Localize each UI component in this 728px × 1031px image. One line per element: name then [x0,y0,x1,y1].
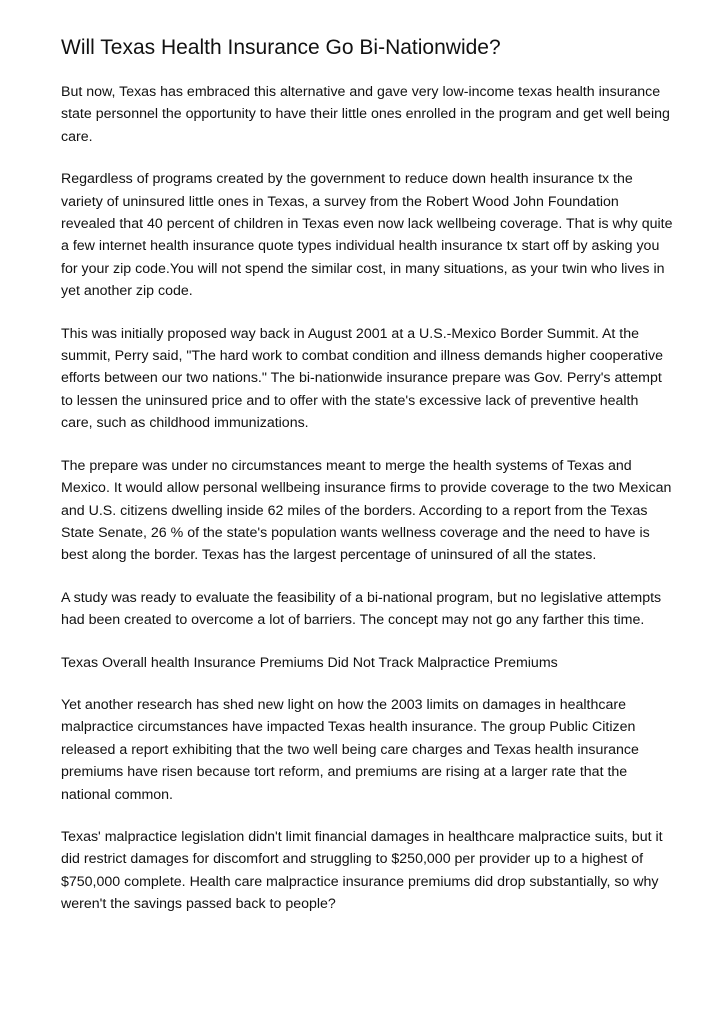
section-subheading: Texas Overall health Insurance Premiums Did Not Track Malpractice Premiums [61,654,558,671]
document-page [61,34,673,936]
paragraph-5: A study was ready to evaluate the feasibility of a bi-national program, but no legislative attempts had been created to overcome a lot of barriers. The concept may not go any farther this time. [61,589,662,629]
document-title: Will Texas Health Insurance Go Bi-Nationwide? [61,36,501,59]
paragraph-4: The prepare was under no circumstances meant to merge the health systems of Texas and Mexico. It would allow personal wellbeing insurance firms to provide coverage to the two Mexican and U.S. citizens dwelling inside 62 miles of the borders. According to a report from the Texas State Senate, 26 % of the state's population wants wellness coverage and the need to have is best along the border. Texas has the largest percentage of uninsured of all the states. [61,457,672,564]
paragraph-2: Regardless of programs created by the government to reduce down health insurance tx the variety of uninsured little ones in Texas, a survey from the Robert Wood John Foundation revealed that 40 percent of children in Texas even now lack wellbeing coverage. That is why quite a few internet health insurance quote types individual health insurance tx start off by asking you for your zip code.You will not spend the similar cost, in many situations, as your twin who lives in yet another zip code. [61,171,673,300]
paragraph-6: Yet another research has shed new light on how the 2003 limits on damages in healthcare malpractice circumstances have impacted Texas health insurance. The group Public Citizen released a report exhibiting that the two well being care charges and Texas health insurance premiums have risen because tort reform, and premiums are rising at a larger rate that the national common. [61,696,639,803]
paragraph-1: But now, Texas has embraced this alternative and gave very low-income texas health insurance state personnel the opportunity to have their little ones enrolled in the program and get well being care. [61,84,670,145]
paragraph-3: This was initially proposed way back in August 2001 at a U.S.-Mexico Border Summit. At the summit, Perry said, "The hard work to combat condition and illness demands higher cooperative efforts between our two nations." The bi-nationwide insurance prepare was Gov. Perry's attempt to lessen the uninsured price and to offer with the state's excessive lack of preventive health care, such as childhood immunizations. [61,325,663,432]
paragraph-7: Texas' malpractice legislation didn't limit financial damages in healthcare malpractice suits, but it did restrict damages for discomfort and struggling to $250,000 per provider up to a highest of $750,000 complete. Health care malpractice insurance premiums did drop substantially, so why weren't the savings passed back to people? [61,828,663,913]
